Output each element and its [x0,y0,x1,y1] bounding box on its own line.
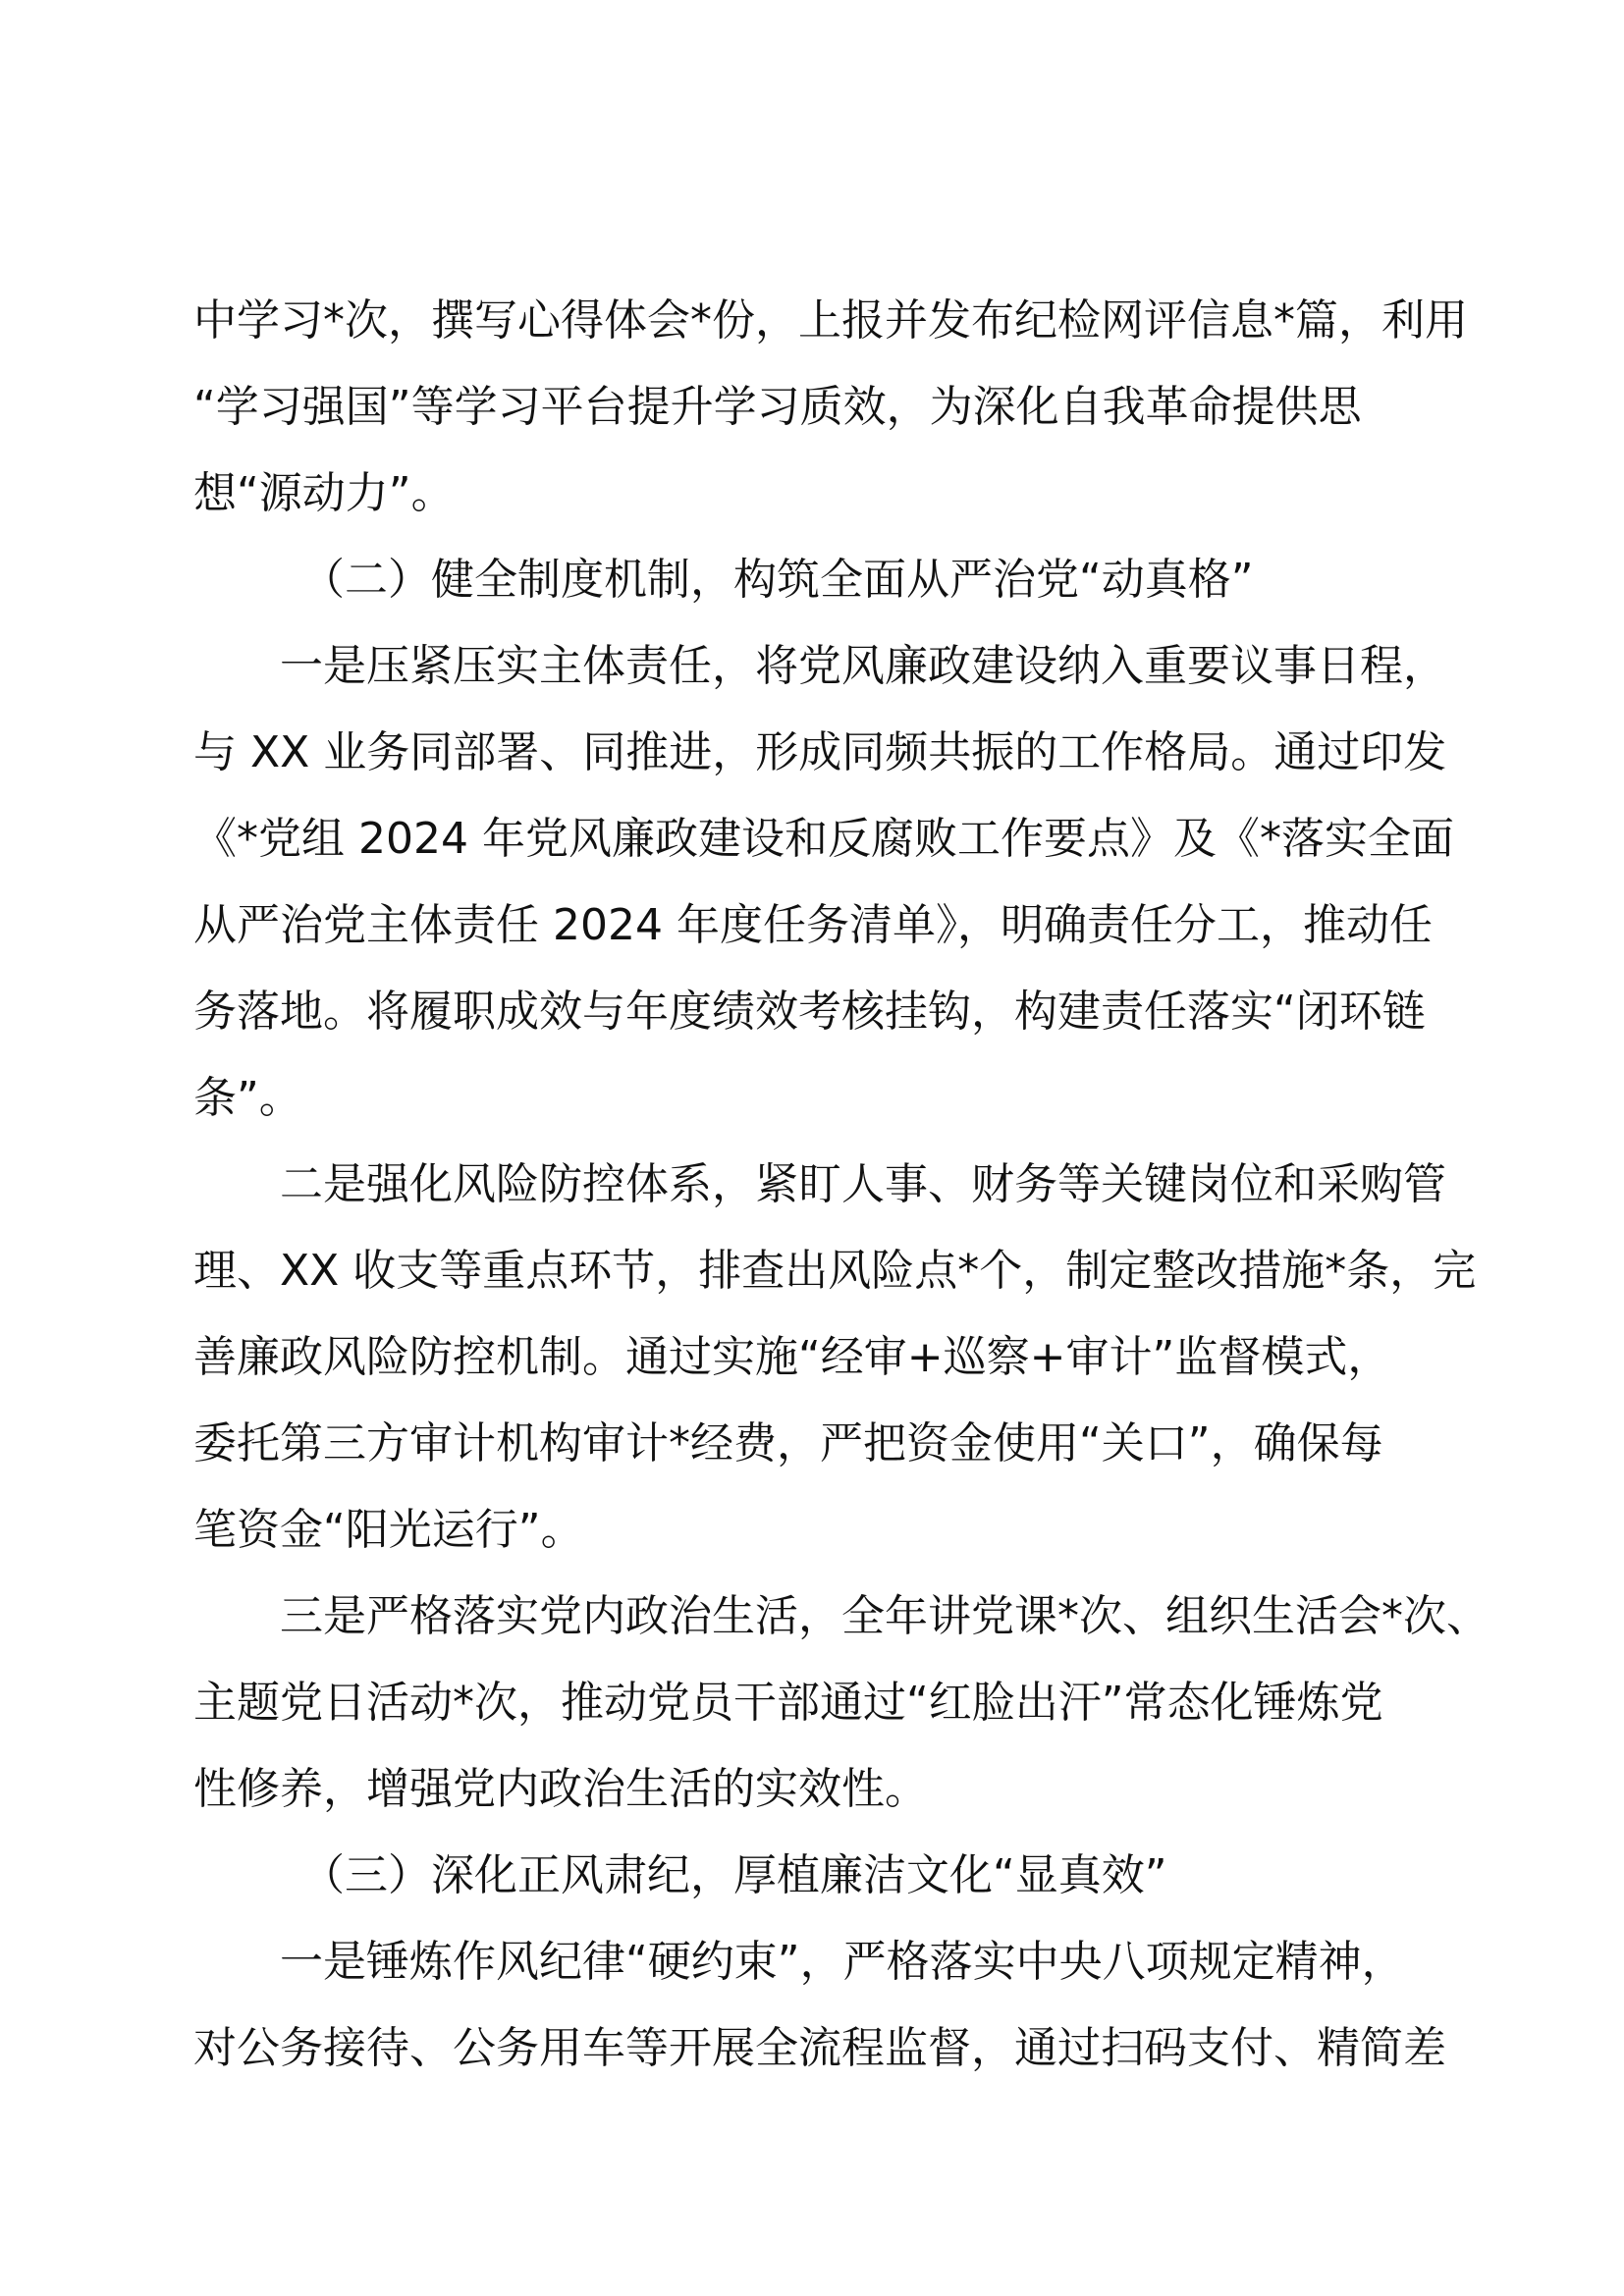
paragraph-line: 务落地。将履职成效与年度绩效考核挂钩，构建责任落实“闭环链 [193,987,1426,1037]
paragraph-line: 与 XX 业务同部署、同推进，形成同频共振的工作格局。通过印发 [193,727,1447,777]
paragraph-line: 主题党日活动*次，推动党员干部通过“红脸出汗”常态化锤炼党 [193,1678,1383,1728]
paragraph-line: 《*党组 2024 年党风廉政建设和反腐败工作要点》及《*落实全面 [193,814,1454,864]
paragraph-line: 三是严格落实党内政治生活，全年讲党课*次、组织生活会*次、 [280,1591,1489,1641]
section-heading: （三）深化正风肃纪，厚植廉洁文化“显真效” [301,1850,1167,1900]
section-heading: （二）健全制度机制，构筑全面从严治党“动真格” [301,555,1254,605]
paragraph-line: 一是压紧压实主体责任，将党风廉政建设纳入重要议事日程， [280,641,1446,691]
paragraph-line: 中学习*次，撰写心得体会*份，上报并发布纪检网评信息*篇，利用 [193,295,1468,346]
paragraph-line: “学习强国”等学习平台提升学习质效，为深化自我革命提供思 [193,382,1362,432]
paragraph-line: 对公务接待、公务用车等开展全流程监督，通过扫码支付、精简差 [193,2023,1446,2073]
paragraph-line: 善廉政风险防控机制。通过实施“经审+巡察+审计”监督模式， [193,1332,1391,1382]
paragraph-line: 笔资金“阳光运行”。 [193,1505,584,1555]
paragraph-line: 条”。 [193,1073,302,1123]
paragraph-line: 委托第三方审计机构审计*经费，严把资金使用“关口”，确保每 [193,1418,1383,1468]
paragraph-line: 一是锤炼作风纪律“硬约束”，严格落实中央八项规定精神， [280,1937,1405,1987]
paragraph-line: 理、XX 收支等重点环节，排查出风险点*个，制定整改措施*条，完 [193,1246,1477,1296]
paragraph-line: 想“源动力”。 [193,468,455,518]
paragraph-line: 性修养，增强党内政治生活的实效性。 [193,1764,928,1814]
paragraph-line: 二是强化风险防控体系，紧盯人事、财务等关键岗位和采购管 [280,1159,1446,1209]
paragraph-line: 从严治党主体责任 2024 年度任务清单》，明确责任分工，推动任 [193,900,1433,950]
